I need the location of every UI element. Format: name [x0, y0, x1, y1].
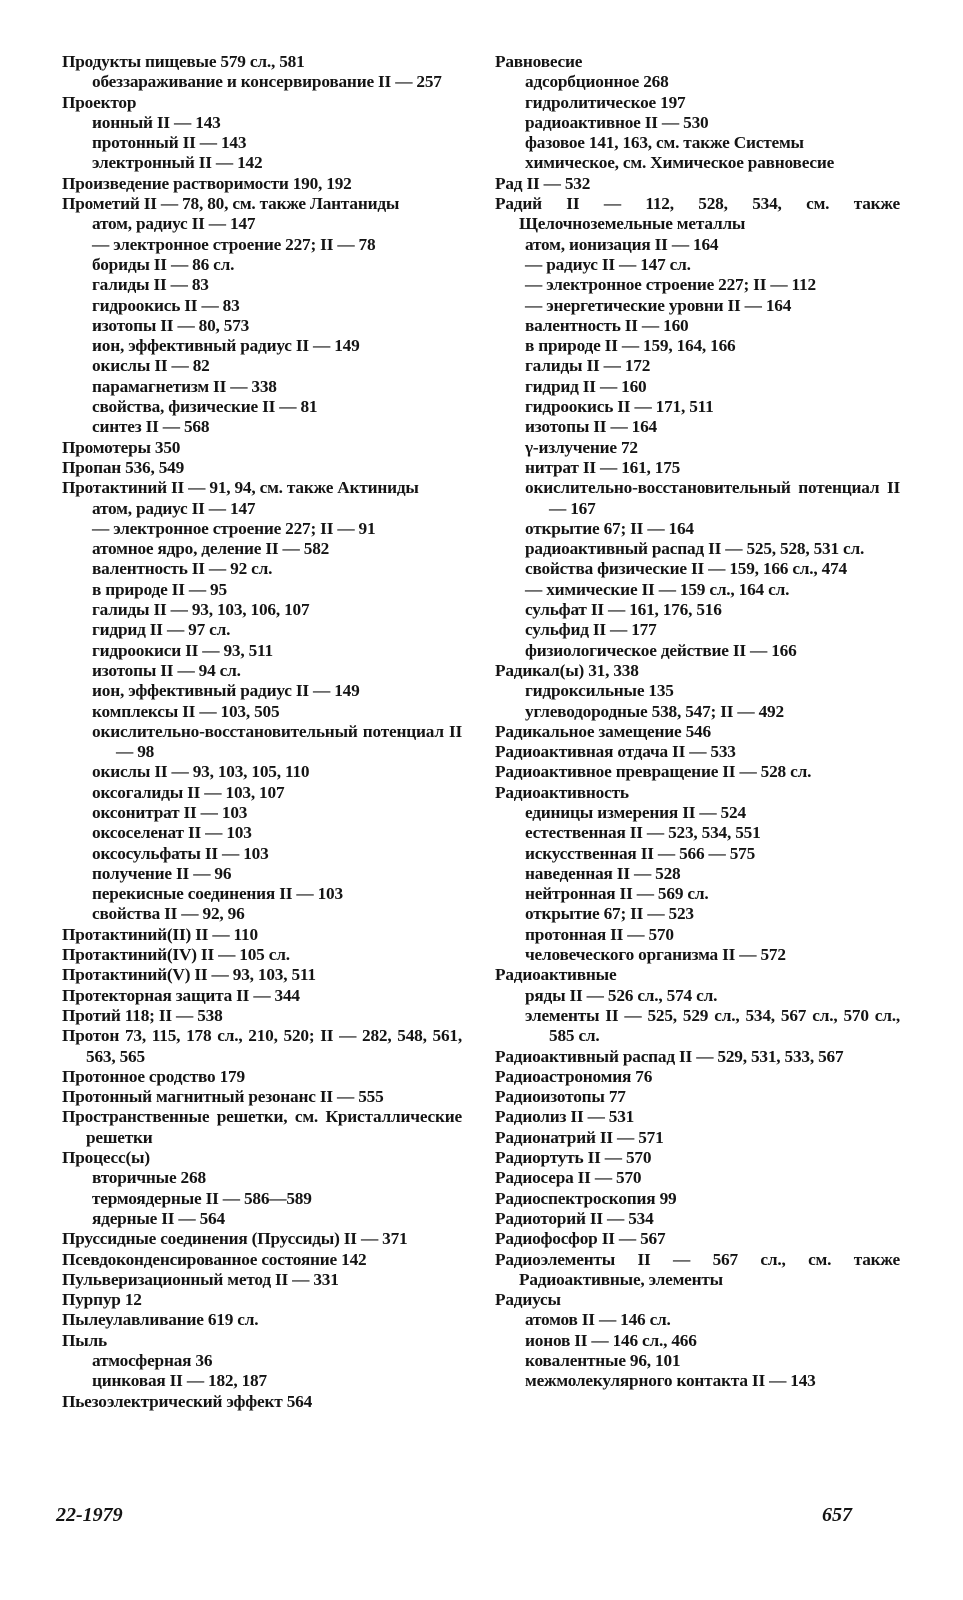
- index-entry: Радиортуть II — 570: [495, 1148, 652, 1168]
- index-subentry: атом, радиус II — 147: [92, 214, 256, 234]
- index-subentry: термоядерные II — 586—589: [92, 1188, 312, 1208]
- index-subentry: валентность II — 160: [525, 315, 689, 335]
- index-entry: Равновесие: [495, 52, 583, 71]
- index-entry: Радиусы: [495, 1290, 561, 1310]
- index-entry: Протактиний(V) II — 93, 103, 511: [62, 965, 316, 985]
- index-subentry: обеззараживание и консервирование II — 257: [92, 72, 442, 92]
- page-number: 657: [822, 1504, 852, 1526]
- index-entry: Радикал(ы) 31, 338: [495, 660, 639, 680]
- index-entry: Протонное сродство 179: [62, 1066, 245, 1086]
- index-subentry: электронный II — 142: [92, 153, 263, 173]
- index-entry: Прометий II — 78, 80, см. также Лантаниды: [62, 194, 400, 214]
- index-subentry: атом, ионизация II — 164: [525, 234, 719, 254]
- index-entry: Протон 73, 115, 178 сл., 210, 520; II — 282, 548, 561, 563, 565: [62, 1026, 462, 1066]
- index-subentry: элементы II — 525, 529 сл., 534, 567 сл., 570 сл., 585 сл.: [525, 1005, 900, 1046]
- index-entry: Радиоактивный распад II — 529, 531, 533, 567: [495, 1046, 844, 1066]
- index-subentry: — химические II — 159 сл., 164 сл.: [525, 579, 790, 599]
- index-subentry: сульфид II — 177: [525, 620, 657, 640]
- index-entry: Радиоастрономия 76: [495, 1066, 653, 1086]
- index-subentry: единицы измерения II — 524: [525, 802, 746, 822]
- index-subentry: атомное ядро, деление II — 582: [92, 539, 330, 559]
- index-subentry: межмолекулярного контакта II — 143: [525, 1371, 816, 1391]
- index-subentry: протонный II — 143: [92, 133, 247, 153]
- index-entry: Радионатрий II — 571: [495, 1127, 664, 1147]
- index-subentry: комплексы II — 103, 505: [92, 701, 280, 721]
- index-entry: Пропан 536, 549: [62, 457, 185, 477]
- index-subentry: оксонитрат II — 103: [92, 802, 248, 822]
- index-subentry: ряды II — 526 сл., 574 сл.: [525, 985, 718, 1005]
- index-subentry: гидрид II — 160: [525, 376, 647, 396]
- index-entry: Радиоэлементы II — 567 сл., см. также Радиоактивные, элементы: [495, 1249, 900, 1289]
- index-subentry: цинковая II — 182, 187: [92, 1371, 267, 1391]
- index-subentry: сульфат II — 161, 176, 516: [525, 600, 722, 620]
- index-subentry: атмосферная 36: [92, 1351, 213, 1370]
- index-entry: Радиоактивные: [495, 965, 617, 985]
- index-subentry: протонная II — 570: [525, 924, 674, 944]
- index-subentry: гидроокиси II — 93, 511: [92, 640, 273, 660]
- index-entry: Пыль: [62, 1330, 107, 1350]
- index-entry: Рад II — 532: [495, 173, 591, 193]
- index-subentry: — электронное строение 227; II — 78: [92, 234, 376, 254]
- index-subentry: гидроокись II — 171, 511: [525, 397, 714, 417]
- index-subentry: радиоактивное II — 530: [525, 112, 709, 132]
- index-entry: Произведение растворимости 190, 192: [62, 173, 352, 193]
- index-entry: Протактиний II — 91, 94, см. также Актиниды: [62, 478, 419, 498]
- index-subentry: наведенная II — 528: [525, 863, 681, 883]
- index-subentry: изотопы II — 80, 573: [92, 315, 250, 335]
- index-subentry: окислы II — 93, 103, 105, 110: [92, 762, 310, 782]
- index-subentry: гидрид II — 97 сл.: [92, 620, 231, 640]
- index-entry: Пруссидные соединения (Пруссиды) II — 371: [62, 1229, 408, 1249]
- index-subentry: открытие 67; II — 164: [525, 518, 694, 538]
- index-subentry: естественная II — 523, 534, 551: [525, 823, 761, 843]
- index-subentry: — электронное строение 227; II — 112: [525, 275, 816, 295]
- index-subentry: гидроокись II — 83: [92, 295, 240, 315]
- index-subentry: ион, эффективный радиус II — 149: [92, 336, 360, 356]
- index-subentry: нитрат II — 161, 175: [525, 457, 681, 477]
- index-subentry: ионный II — 143: [92, 112, 221, 132]
- index-entry: Псевдоконденсированное состояние 142: [62, 1249, 367, 1269]
- index-subentry: бориды II — 86 сл.: [92, 254, 235, 274]
- index-subentry: γ-излучение 72: [525, 437, 638, 457]
- index-entry: Протий 118; II — 538: [62, 1005, 223, 1025]
- index-subentry: открытие 67; II — 523: [525, 904, 694, 924]
- index-subentry: химическое, см. Химическое равновесие: [525, 153, 835, 173]
- index-subentry: свойства, физические II — 81: [92, 397, 318, 417]
- index-subentry: синтез II — 568: [92, 417, 210, 437]
- index-entry: Радиоизотопы 77: [495, 1087, 626, 1107]
- index-subentry: в природе II — 95: [92, 579, 227, 599]
- index-subentry: окислительно-восстановительный потенциал II — 98: [92, 721, 462, 762]
- index-entry: Пульверизационный метод II — 331: [62, 1269, 339, 1289]
- index-entry: Радиоспектроскопия 99: [495, 1188, 677, 1208]
- index-entry: Проектор: [62, 92, 137, 112]
- index-column-left: [62, 52, 462, 1412]
- index-subentry: оксоселенат II — 103: [92, 823, 252, 843]
- index-subentry: получение II — 96: [92, 863, 232, 883]
- index-subentry: ион, эффективный радиус II — 149: [92, 681, 360, 701]
- index-entry: Процесс(ы): [62, 1148, 150, 1168]
- index-entry: Радий II — 112, 528, 534, см. также Щелочноземельные металлы: [495, 194, 900, 234]
- index-entry: Продукты пищевые 579 сл., 581: [62, 52, 305, 71]
- index-entry: Радиосера II — 570: [495, 1168, 642, 1188]
- index-entry: Протактиний(II) II — 110: [62, 924, 258, 944]
- index-subentry: окислы II — 82: [92, 356, 210, 376]
- index-subentry: свойства физические II — 159, 166 сл., 474: [525, 559, 847, 579]
- index-subentry: фазовое 141, 163, см. также Системы: [525, 133, 804, 153]
- index-entry: Радиолиз II — 531: [495, 1107, 635, 1127]
- index-subentry: физиологическое действие II — 166: [525, 640, 797, 660]
- index-subentry: гидролитическое 197: [525, 92, 686, 112]
- index-subentry: человеческого организма II — 572: [525, 945, 786, 965]
- index-entry: Протонный магнитный резонанс II — 555: [62, 1087, 384, 1107]
- index-entry: Пьезоэлектрический эффект 564: [62, 1391, 313, 1411]
- index-entry: Протекторная защита II — 344: [62, 985, 300, 1005]
- index-subentry: перекисные соединения II — 103: [92, 884, 343, 904]
- index-subentry: окислительно-восстановительный потенциал II — 167: [525, 478, 900, 518]
- index-subentry: ковалентные 96, 101: [525, 1351, 681, 1370]
- index-subentry: парамагнетизм II — 338: [92, 376, 277, 396]
- index-subentry: углеводородные 538, 547; II — 492: [525, 701, 784, 721]
- index-entry: Радиоторий II — 534: [495, 1208, 654, 1228]
- index-entry: Радиоактивное превращение II — 528 сл.: [495, 762, 812, 782]
- index-entry: Радиоактивная отдача II — 533: [495, 742, 736, 762]
- index-subentry: атомов II — 146 сл.: [525, 1310, 671, 1330]
- index-subentry: изотопы II — 164: [525, 417, 657, 437]
- index-subentry: атом, радиус II — 147: [92, 498, 256, 518]
- index-subentry: изотопы II — 94 сл.: [92, 660, 241, 680]
- index-subentry: — электронное строение 227; II — 91: [92, 518, 376, 538]
- index-subentry: галиды II — 172: [525, 356, 651, 376]
- index-subentry: свойства II — 92, 96: [92, 904, 245, 924]
- index-subentry: адсорбционное 268: [525, 72, 669, 92]
- index-subentry: нейтронная II — 569 сл.: [525, 884, 709, 904]
- index-subentry: искусственная II — 566 — 575: [525, 843, 756, 863]
- index-entry: Радиофосфор II — 567: [495, 1229, 666, 1249]
- index-subentry: в природе II — 159, 164, 166: [525, 336, 736, 356]
- index-entry: Радикальное замещение 546: [495, 721, 711, 741]
- printer-signature: 22-1979: [56, 1504, 123, 1526]
- index-subentry: ядерные II — 564: [92, 1208, 225, 1228]
- index-entry: Пространственные решетки, см. Кристаллические решетки: [62, 1107, 462, 1147]
- index-subentry: оксосульфаты II — 103: [92, 843, 269, 863]
- index-subentry: ионов II — 146 сл., 466: [525, 1330, 697, 1350]
- index-subentry: — энергетические уровни II — 164: [525, 295, 792, 315]
- index-entry: Пылеулавливание 619 сл.: [62, 1310, 259, 1330]
- index-subentry: валентность II — 92 сл.: [92, 559, 273, 579]
- index-subentry: — радиус II — 147 сл.: [525, 254, 691, 274]
- index-subentry: галиды II — 93, 103, 106, 107: [92, 600, 310, 620]
- index-subentry: оксогалиды II — 103, 107: [92, 782, 285, 802]
- index-subentry: гидроксильные 135: [525, 681, 674, 701]
- index-entry: Промотеры 350: [62, 437, 181, 457]
- index-subentry: галиды II — 83: [92, 275, 209, 295]
- index-subentry: вторичные 268: [92, 1168, 206, 1188]
- index-entry: Протактиний(IV) II — 105 сл.: [62, 945, 290, 965]
- index-column-right: [495, 52, 900, 1392]
- index-entry: Пурпур 12: [62, 1290, 142, 1310]
- index-entry: Радиоактивность: [495, 782, 629, 802]
- index-subentry: радиоактивный распад II — 525, 528, 531 сл.: [525, 539, 865, 559]
